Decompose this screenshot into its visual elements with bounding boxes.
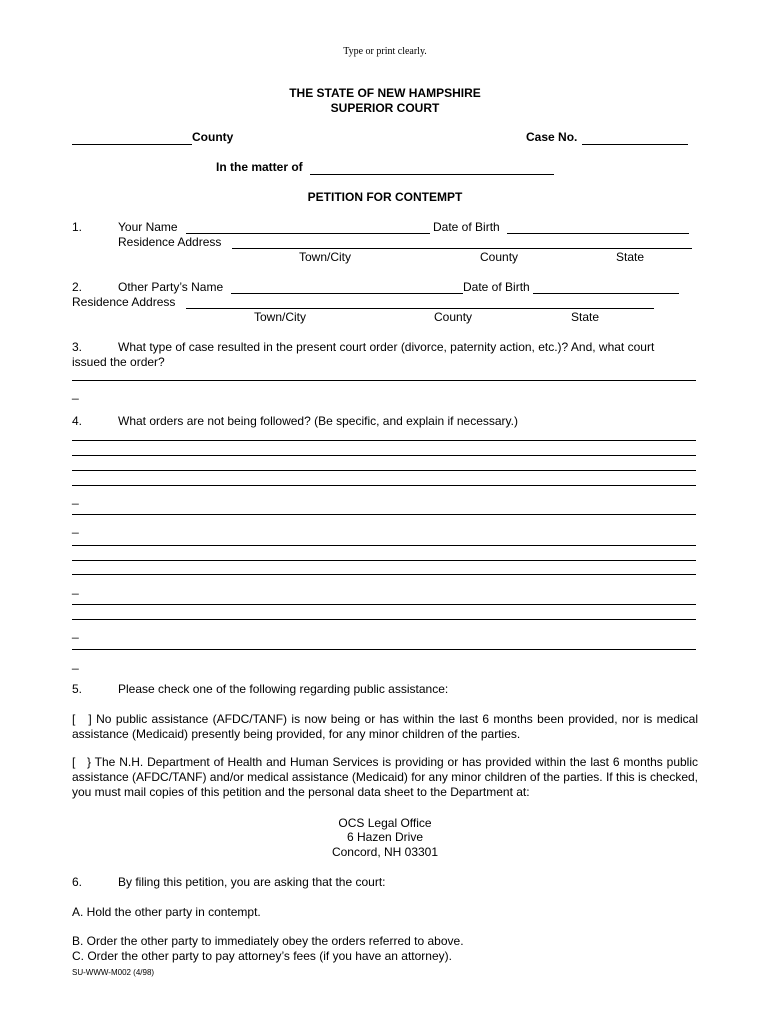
residence-address-label: Residence Address xyxy=(118,235,222,249)
case-no-field[interactable] xyxy=(582,144,688,145)
section5-number: 5. xyxy=(72,682,83,696)
state-title: THE STATE OF NEW HAMPSHIRE xyxy=(289,86,481,100)
request-item-c: C. Order the other party to pay attorney’s fees (if you have an attorney). xyxy=(72,949,452,963)
address-line3: Concord, NH 03301 xyxy=(331,845,439,859)
section3-number: 3. xyxy=(72,340,83,354)
your-dob-label: Date of Birth xyxy=(433,220,500,234)
request-item-b: B. Order the other party to immediately obey the orders referred to above. xyxy=(72,934,464,948)
other-dob-label: Date of Birth xyxy=(463,280,530,294)
section5-prompt: Please check one of the following regarding public assistance: xyxy=(118,682,449,696)
town-label: Town/City xyxy=(299,250,352,264)
section4-answer-line[interactable] xyxy=(72,455,696,456)
county-sublabel: County xyxy=(480,250,519,264)
your-dob-field[interactable] xyxy=(507,233,689,234)
section4-answer-line[interactable] xyxy=(72,574,696,575)
other-state-label: State xyxy=(571,310,600,324)
your-name-field[interactable] xyxy=(186,233,430,234)
section4-answer-line[interactable] xyxy=(72,470,696,471)
section4-answer-line[interactable] xyxy=(72,485,696,486)
form-code: SU-WWW-M002 (4/98) xyxy=(72,968,155,977)
section2-number: 2. xyxy=(72,280,83,294)
section4-answer-line[interactable] xyxy=(72,619,696,620)
line-dash: _ xyxy=(72,520,79,534)
line-dash: _ xyxy=(72,491,79,505)
line-dash: _ xyxy=(72,581,79,595)
address-line1: OCS Legal Office xyxy=(338,816,432,830)
other-residence-label: Residence Address xyxy=(72,295,176,309)
section4-answer-line[interactable] xyxy=(72,560,696,561)
option2-text: The N.H. Department of Health and Human Services is providing or has provided within the last 6 months public assistance (AFDC/TANF) and/or medical assistance (Medicaid) for any minor children of the parties. If this is checked, you must mail copies of this petition and the personal data sheet to the Department at: xyxy=(72,755,699,799)
section4-answer-line[interactable] xyxy=(72,440,696,441)
state-label: State xyxy=(616,250,645,264)
section4-answer-line[interactable] xyxy=(72,514,696,515)
section4-answer-line[interactable] xyxy=(72,604,696,605)
option1-text: No public assistance (AFDC/TANF) is now being or has within the last 6 months been provided, nor is medical assistance (Medicaid) presently being provided, for any minor children of the parties. xyxy=(72,712,699,741)
other-dob-field[interactable] xyxy=(533,293,679,294)
section3-answer-line[interactable] xyxy=(72,380,696,381)
section4-answer-line[interactable] xyxy=(72,649,696,650)
section1-number: 1. xyxy=(72,220,83,234)
line-dash: _ xyxy=(72,386,79,400)
option2-checkbox[interactable]: [ } xyxy=(72,755,91,769)
other-party-label: Other Party’s Name xyxy=(118,280,224,294)
other-town-label: Town/City xyxy=(254,310,307,324)
option1-checkbox[interactable]: [ ] xyxy=(72,712,92,726)
option1-paragraph xyxy=(72,712,698,742)
request-item-a: A. Hold the other party in contempt. xyxy=(72,905,261,919)
section6-prompt: By filing this petition, you are asking that the court: xyxy=(118,875,386,889)
your-name-label: Your Name xyxy=(118,220,178,234)
county-field[interactable] xyxy=(72,144,192,145)
section4-number: 4. xyxy=(72,414,83,428)
line-dash: _ xyxy=(72,656,79,670)
section4-question: What orders are not being followed? (Be specific, and explain if necessary.) xyxy=(118,414,518,428)
petition-title: PETITION FOR CONTEMPT xyxy=(307,190,463,204)
court-title: SUPERIOR COURT xyxy=(330,101,440,115)
option2-paragraph xyxy=(72,755,698,800)
section6-number: 6. xyxy=(72,875,83,889)
matter-label: In the matter of xyxy=(216,160,303,174)
section3-question-line2: issued the order? xyxy=(72,355,165,369)
instruction-text: Type or print clearly. xyxy=(343,46,427,57)
section3-question-line1: What type of case resulted in the present court order (divorce, paternity action, etc.)? And, what court xyxy=(118,340,655,354)
residence-address-field[interactable] xyxy=(232,248,692,249)
other-party-field[interactable] xyxy=(231,293,463,294)
matter-field[interactable] xyxy=(310,174,554,175)
case-no-label: Case No. xyxy=(526,130,578,144)
other-residence-field[interactable] xyxy=(186,308,654,309)
line-dash: _ xyxy=(72,625,79,639)
other-county-label: County xyxy=(434,310,473,324)
section4-answer-line[interactable] xyxy=(72,545,696,546)
address-line2: 6 Hazen Drive xyxy=(346,830,424,844)
county-label: County xyxy=(192,130,234,144)
